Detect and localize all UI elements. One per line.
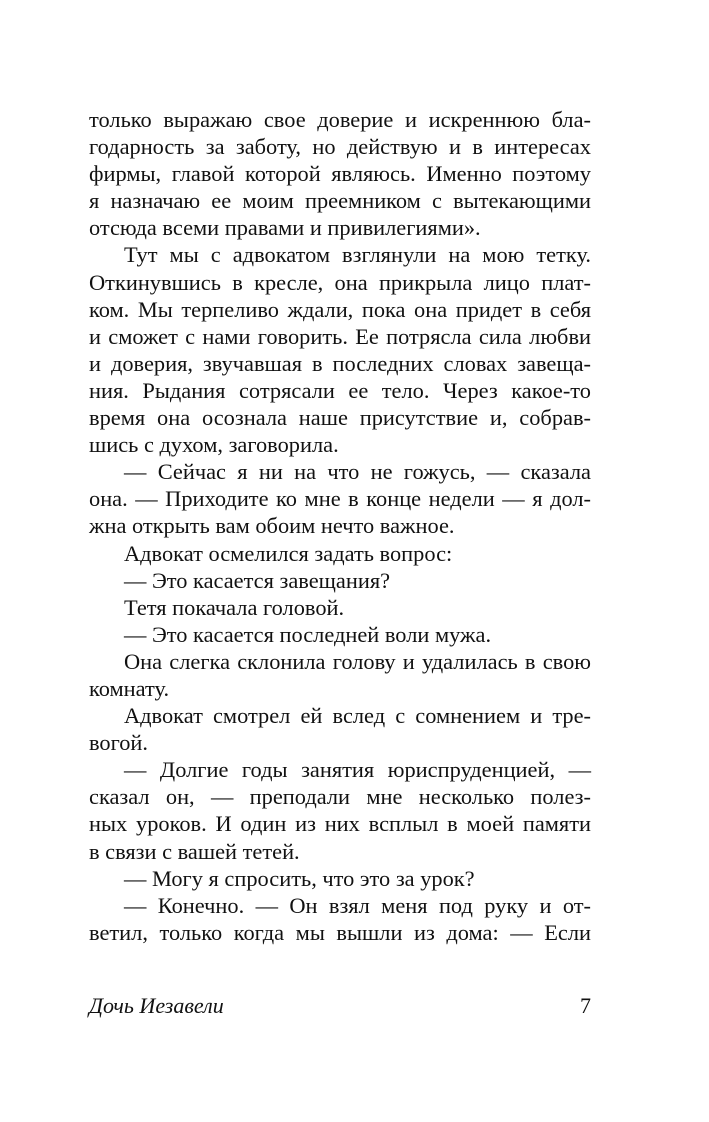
text-line: — Могу я спросить, что это за урок? [124, 865, 475, 891]
text-line: в связи с вашей тетей. [89, 838, 300, 864]
text-line: жна открыть вам обоим нечто важное. [89, 513, 455, 539]
text-line: ком. Мы терпеливо ждали, пока она придет в себя [89, 296, 591, 322]
text-line: фирмы, главой которой являюсь. Именно поэтому [89, 161, 591, 187]
text-line: — Это касается завещания? [124, 567, 391, 593]
text-line: — Конечно. — Он взял меня под руку и от- [124, 892, 591, 918]
text-line: годарность за заботу, но действую и в интересах [89, 134, 591, 160]
text-line: — Сейчас я ни на что не гожусь, — сказала [124, 459, 591, 485]
text-line: и доверия, звучавшая в последних словах завеща- [89, 350, 591, 376]
running-footer-title: Дочь Иезавели [89, 993, 224, 1018]
text-line: и сможет с нами говорить. Ее потрясла сила любви [89, 323, 591, 349]
text-line: Тут мы с адвокатом взглянули на мою тетку. [124, 242, 591, 268]
text-line: — Это касается последней воли мужа. [124, 621, 492, 647]
text-line: Адвокат смотрел ей вслед с сомнением и тре- [124, 703, 591, 729]
text-line: Тетя покачала головой. [124, 594, 345, 620]
text-line: шись с духом, заговорила. [89, 432, 339, 458]
text-line: комнату. [89, 675, 170, 701]
text-line: Откинувшись в кресле, она прикрыла лицо плат- [89, 269, 591, 295]
text-line: отсюда всеми правами и привилегиями». [89, 215, 481, 241]
text-line: Она слегка склонила голову и удалилась в свою [124, 648, 591, 674]
text-line: я назначаю ее моим преемником с вытекающими [89, 188, 591, 214]
text-line: только выражаю свое доверие и искреннюю бла- [89, 107, 591, 132]
text-line: вогой. [89, 730, 149, 756]
text-line: время она осознала наше присутствие и, собрав- [89, 405, 591, 431]
text-line: ния. Рыдания сотрясали ее тело. Через какое-то [89, 377, 591, 403]
text-line: она. — Приходите ко мне в конце недели — я дол- [89, 486, 591, 512]
text-line: Адвокат осмелился задать вопрос: [124, 540, 453, 566]
page-number: 7 [580, 993, 591, 1018]
text-line: — Долгие годы занятия юриспруденцией, — [124, 757, 591, 783]
text-line: сказал он, — преподали мне несколько полез- [89, 784, 591, 810]
text-line: ветил, только когда мы вышли из дома: — Если [89, 919, 591, 945]
text-line: ных уроков. И один из них всплыл в моей памяти [89, 811, 591, 837]
body-text [89, 106, 591, 946]
